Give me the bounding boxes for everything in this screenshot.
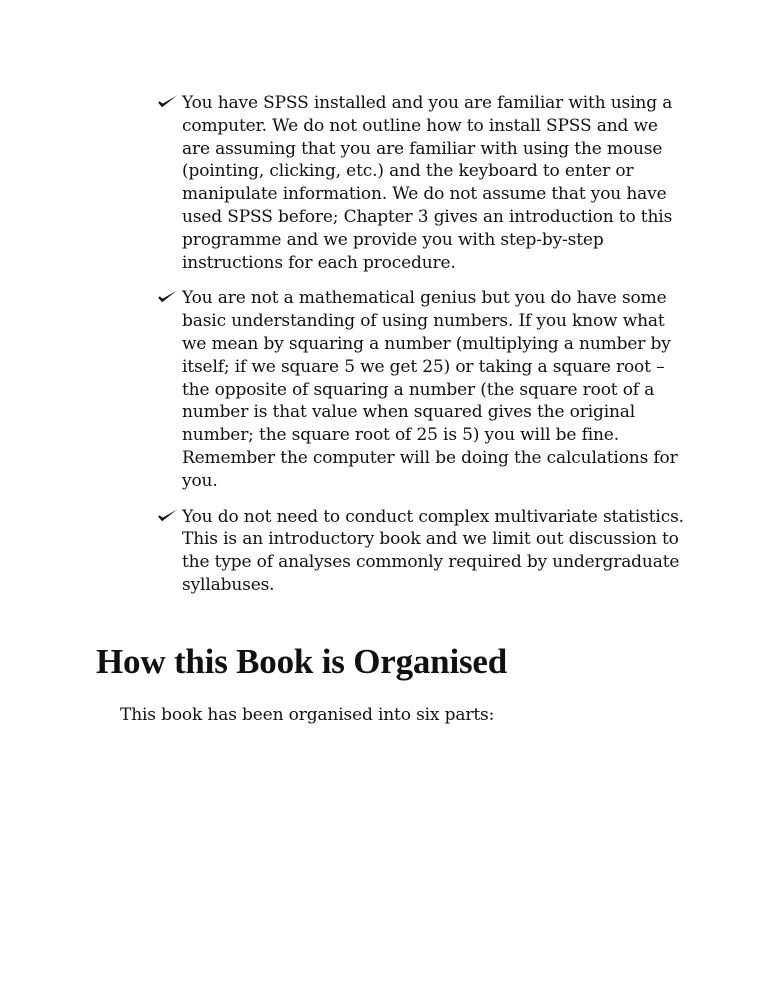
list-item-text: You do not need to conduct complex multivariate statistics. This is an introductory book and we limit out discussion to the type of analyses commonly required by undergraduate syllabuses. [182, 506, 684, 595]
list-item [158, 92, 688, 274]
list-item-text: You are not a mathematical genius but you do have some basic understanding of using numbers. If you know what we mean by squaring a number (multiplying a number by itself; if we square 5 we get 25) or taking a square root – the opposite of squaring a number (the square root of a number is that value when squared gives the original number; the square root of 25 is 5) you will be fine. Remember the computer will be doing the calculations for you. [182, 288, 678, 491]
check-icon [158, 289, 178, 303]
section-heading: How this Book is Organised [96, 642, 507, 681]
list-item-text: You have SPSS installed and you are familiar with using a computer. We do not outline how to install SPSS and we are assuming that you are familiar with using the mouse (pointing, clicking, etc.) and the keyboard to enter or manipulate information. We do not assume that you have used SPSS before; Chapter 3 gives an introduction to this programme and we provide you with step-by-step instructions for each procedure. [182, 93, 673, 273]
assumptions-list [158, 92, 688, 610]
list-item [158, 506, 688, 597]
section-intro: This book has been organised into six parts: [120, 705, 495, 725]
check-icon [158, 508, 178, 522]
check-icon [158, 94, 178, 108]
list-item [158, 287, 688, 492]
